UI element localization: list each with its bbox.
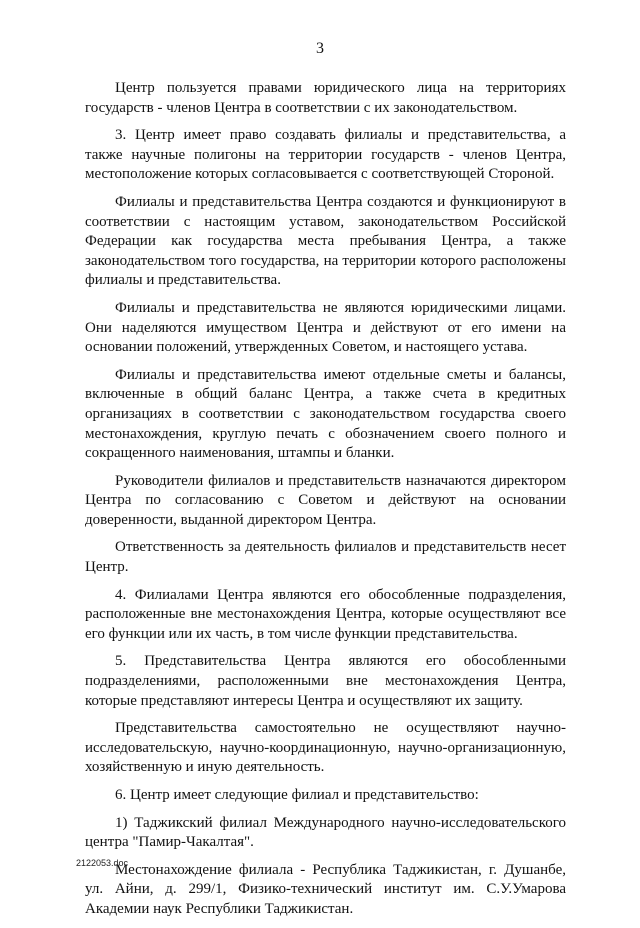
paragraph-branches-estimates: Филиалы и представительства имеют отдельные сметы и балансы, включенные в общий баланс Центра, а также счета в кредитных организациях в соответствии с законодательством государства своего местонахождения, круглую печать с обозначением своего полного и сокращенного наименования, штампы и бланки. [85, 366, 566, 462]
paragraph-branches-not-legal: Филиалы и представительства не являются юридическими лицами. Они наделяются имуществом Центра и действуют от его имени на основании положений, утвержденных Советом, и настоящего устава. [85, 299, 566, 356]
paragraph-legal-entity: Центр пользуется правами юридического лица на территориях государств - членов Центра в соответствии с их законодательством. [85, 80, 566, 116]
page-number: 3 [316, 40, 324, 57]
paragraph-item-3: 3. Центр имеет право создавать филиалы и представительства, а также научные полигоны на территории государств - членов Центра, местоположение которых согласовывается с соответствующей Стороной. [85, 127, 566, 183]
document-body [85, 79, 566, 928]
paragraph-item-6: 6. Центр имеет следующие филиал и представительство: [115, 787, 479, 803]
paragraph-item-5: 5. Представительства Центра являются его обособленными подразделениями, расположенными вне местонахождения Центра, которые представляют интересы Центра и осуществляют их защиту. [85, 653, 566, 709]
paragraph-branches-function: Филиалы и представительства Центра создаются и функционируют в соответствии с настоящим уставом, законодательством Российской Федерации как государства места пребывания Центра, а также законодательством того государства, на территории которого расположены филиалы и представительства. [85, 193, 566, 289]
paragraph-tajik-branch: 1) Таджикский филиал Международного научно-исследовательского центра "Памир-Чакалтая". [85, 814, 566, 851]
paragraph-responsibility: Ответственность за деятельность филиалов и представительств несет Центр. [85, 539, 566, 576]
paragraph-representations-activity: Представительства самостоятельно не осуществляют научно-исследовательскую, научно-координационную, научно-организационную, хозяйственную и иную деятельность. [85, 720, 566, 776]
paragraph-branch-heads: Руководители филиалов и представительств назначаются директором Центра по согласованию с Советом и действуют на основании доверенности, выданной директором Центра. [85, 472, 566, 528]
paragraph-branch-location: Местонахождение филиала - Республика Таджикистан, г. Душанбе, ул. Айни, д. 299/1, Физико-технический институт им. С.У.Умарова Академии наук Республики Таджикистан. [85, 861, 566, 917]
footer-filename: 2122053.doc [76, 858, 129, 868]
paragraph-item-4: 4. Филиалами Центра являются его обособленные подразделения, расположенные вне местонахождения Центра, которые осуществляют все его функции или их часть, в том числе функции представительства. [85, 586, 566, 642]
